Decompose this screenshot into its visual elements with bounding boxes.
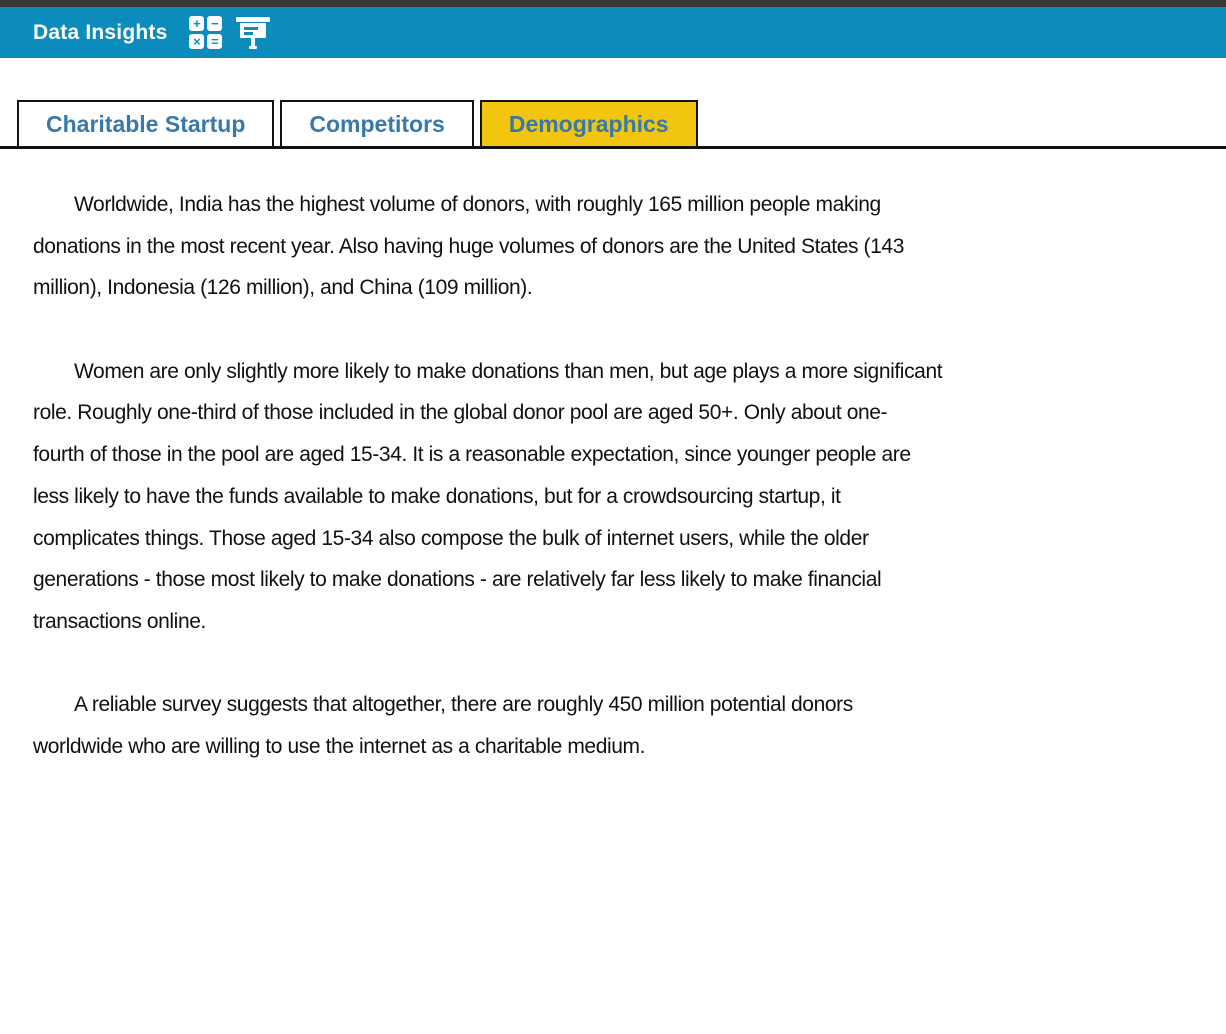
paragraph	[33, 684, 1226, 767]
presentation-icon-foot	[249, 46, 257, 49]
text-line: worldwide who are willing to use the internet as a charitable medium.	[33, 734, 646, 758]
text-line: donations in the most recent year. Also having huge volumes of donors are the United States (143	[33, 234, 904, 258]
text-line: Women are only slightly more likely to make donations than men, but age plays a more significant	[74, 359, 943, 383]
presentation-icon-stand	[251, 38, 255, 46]
calculator-multiply-cell: ×	[189, 34, 204, 49]
presentation-icon-board	[240, 23, 266, 38]
presentation-icon-topbar	[236, 17, 270, 22]
calculator-equals-cell: =	[207, 34, 222, 49]
text-line: role. Roughly one-third of those included in the global donor pool are aged 50+. Only about one-	[33, 401, 888, 425]
calculator-minus-cell: −	[207, 16, 222, 31]
page-content	[0, 149, 1226, 768]
presentation-icon-textline	[244, 27, 258, 30]
app-header	[0, 7, 1226, 58]
tab-charitable-startup[interactable]: Charitable Startup	[17, 100, 274, 146]
text-line: Worldwide, India has the highest volume of donors, with roughly 165 million people making	[74, 193, 881, 216]
app-title: Data Insights	[33, 20, 168, 44]
presentation-icon-textline	[244, 32, 253, 35]
text-line: transactions online.	[33, 609, 206, 633]
text-line: million), Indonesia (126 million), and China (109 million).	[33, 276, 533, 300]
text-line: generations - those most likely to make donations - are relatively far less likely to make financial	[33, 568, 882, 592]
tab-demographics[interactable]: Demographics	[480, 100, 698, 146]
presentation-icon	[236, 15, 270, 50]
text-line: complicates things. Those aged 15-34 also compose the bulk of internet users, while the older	[33, 526, 869, 550]
text-line: A reliable survey suggests that altogether, there are roughly 450 million potential donors	[74, 693, 853, 717]
tab-competitors[interactable]: Competitors	[280, 100, 473, 146]
calculator-icon	[189, 16, 222, 49]
text-line: fourth of those in the pool are aged 15-34. It is a reasonable expectation, since younger people are	[33, 443, 911, 467]
window-top-strip	[0, 0, 1226, 7]
text-line: less likely to have the funds available to make donations, but for a crowdsourcing startup, it	[33, 484, 841, 508]
paragraph	[33, 184, 1226, 309]
tab-bar	[0, 100, 1226, 149]
paragraph	[33, 351, 1226, 643]
calculator-plus-cell: +	[189, 16, 204, 31]
